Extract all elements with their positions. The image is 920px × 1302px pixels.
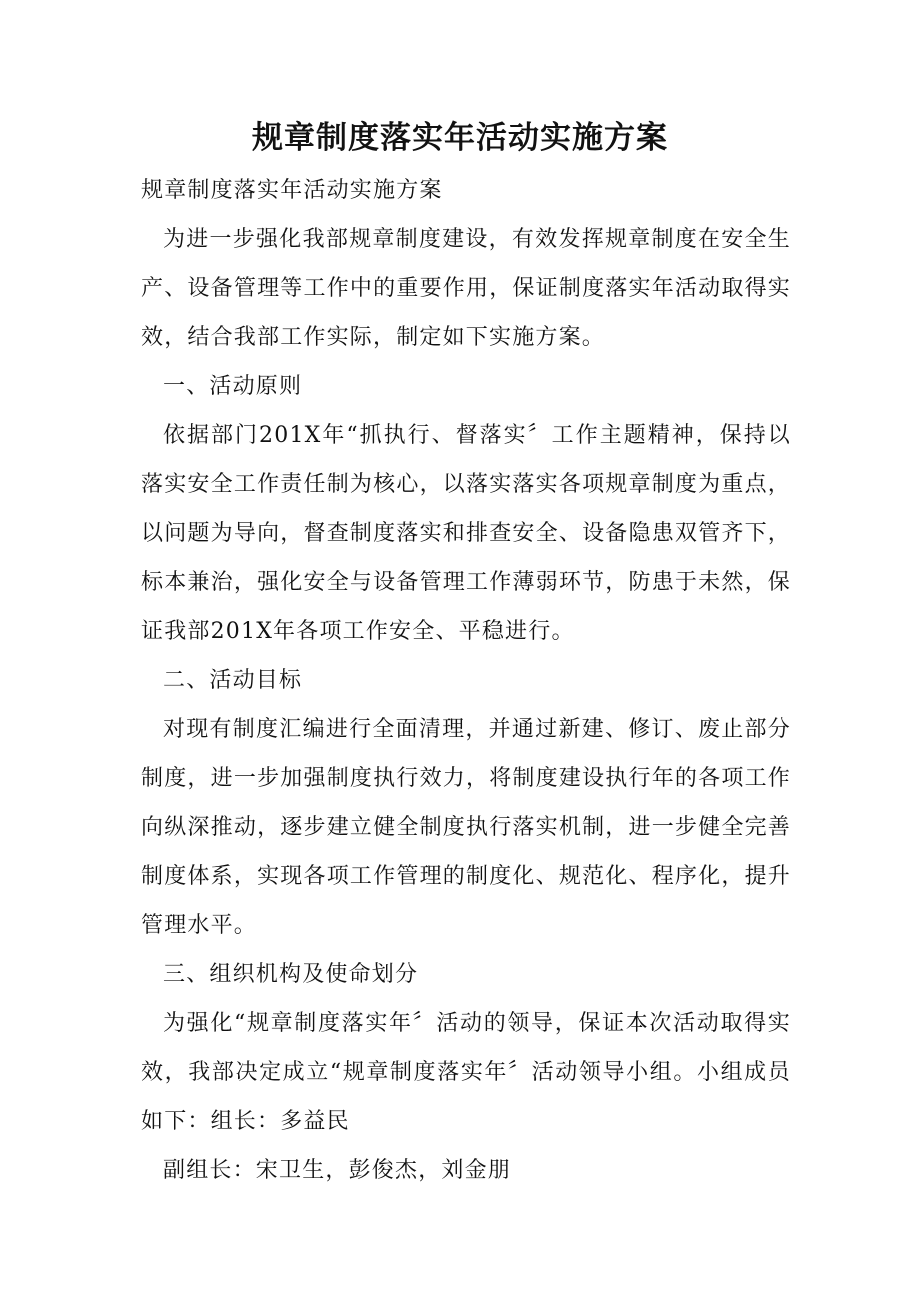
intro-paragraph: 为进一步强化我部规章制度建设，有效发挥规章制度在安全生产、设备管理等工作中的重要作用，保证制度落实年活动取得实效，结合我部工作实际，制定如下实施方案。: [141, 227, 791, 350]
document-title: 规章制度落实年活动实施方案: [252, 120, 668, 156]
deputy-leaders: 副组长：宋卫生，彭俊杰，刘金朋: [163, 1158, 512, 1183]
section-heading-goals: 二、活动目标: [163, 668, 303, 693]
document-subtitle: 规章制度落实年活动实施方案: [141, 178, 443, 203]
section-heading-organization: 三、组织机构及使命划分: [163, 962, 419, 987]
section-heading-principles: 一、活动原则: [163, 374, 303, 399]
principles-paragraph: 依据部门201X年“抓执行、督落实〞工作主题精神，保持以落实安全工作责任制为核心，以落实落实各项规章制度为重点，以问题为导向，督查制度落实和排查安全、设备隐患双管齐下，标本兼治，强化安全与设备管理工作薄弱环节，防患于未然，保证我部201X年各项工作安全、平稳进行。: [141, 423, 791, 644]
goals-paragraph: 对现有制度汇编进行全面清理，并通过新建、修订、废止部分制度，进一步加强制度执行效力，将制度建设执行年的各项工作向纵深推动，逐步建立健全制度执行落实机制，进一步健全完善制度体系，实现各项工作管理的制度化、规范化、程序化，提升管理水平。: [141, 717, 791, 938]
organization-paragraph: [141, 999, 791, 1146]
group-leader: 组长：多益民: [210, 1109, 350, 1134]
document-body: [141, 166, 791, 1195]
organization-text: 为强化“规章制度落实年〞活动的领导，保证本次活动取得实效，我部决定成立“规章制度落实年〞活动领导小组。小组成员如下：: [141, 1011, 791, 1134]
